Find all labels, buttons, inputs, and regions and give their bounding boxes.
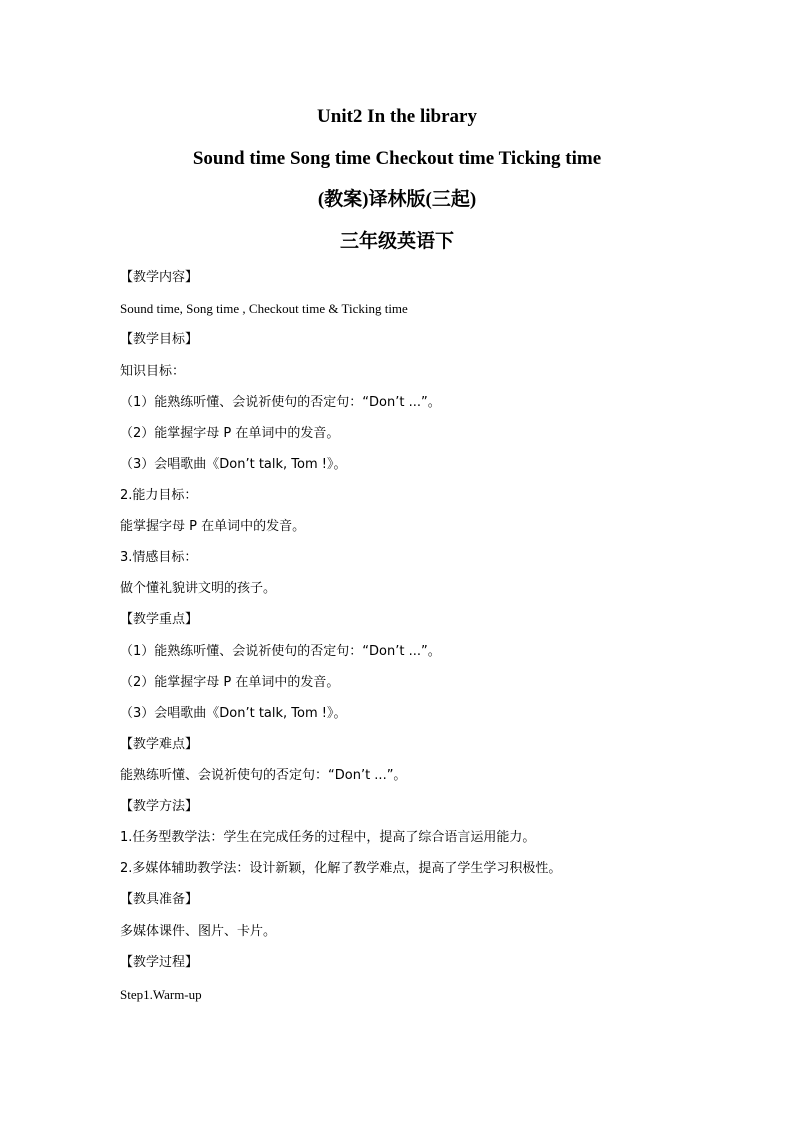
objective-subheading-ability: 2.能力目标： bbox=[120, 488, 198, 503]
section-heading-methods: 【教学方法】 bbox=[120, 799, 199, 814]
process-step: Step1.Warm-up bbox=[120, 987, 202, 1002]
section-heading-content: 【教学内容】 bbox=[120, 270, 199, 285]
section-heading-difficulties: 【教学难点】 bbox=[120, 737, 199, 752]
key-point-item: （2）能掌握字母 P 在单词中的发音。 bbox=[120, 675, 340, 690]
objective-item: （1）能熟练听懂、会说祈使句的否定句：“Don’t ...”。 bbox=[120, 395, 441, 410]
document-title-unit: Unit2 In the library bbox=[317, 106, 477, 127]
objective-item: 能掌握字母 P 在单词中的发音。 bbox=[120, 519, 306, 534]
objective-subheading-emotion: 3.情感目标： bbox=[120, 550, 198, 565]
content-line: Sound time, Song time , Checkout time & Ticking time bbox=[120, 301, 408, 316]
objective-item: （3）会唱歌曲《Don’t talk, Tom !》。 bbox=[120, 457, 347, 472]
method-item: 1.任务型教学法：学生在完成任务的过程中，提高了综合语言运用能力。 bbox=[120, 830, 536, 845]
materials-item: 多媒体课件、图片、卡片。 bbox=[120, 924, 277, 939]
difficulty-item: 能熟练听懂、会说祈使句的否定句：“Don’t ...”。 bbox=[120, 768, 407, 783]
document-title-grade: 三年级英语下 bbox=[339, 231, 454, 252]
document-title-sections: Sound time Song time Checkout time Ticking time bbox=[192, 148, 602, 169]
objective-item: （2）能掌握字母 P 在单词中的发音。 bbox=[120, 426, 340, 441]
key-point-item: （1）能熟练听懂、会说祈使句的否定句：“Don’t ...”。 bbox=[120, 644, 441, 659]
key-point-item: （3）会唱歌曲《Don’t talk, Tom !》。 bbox=[120, 706, 347, 721]
section-heading-key-points: 【教学重点】 bbox=[120, 612, 199, 627]
section-heading-materials: 【教具准备】 bbox=[120, 892, 199, 907]
method-item: 2.多媒体辅助教学法：设计新颖，化解了教学难点，提高了学生学习积极性。 bbox=[120, 861, 562, 876]
section-heading-process: 【教学过程】 bbox=[120, 955, 199, 970]
section-heading-objectives: 【教学目标】 bbox=[120, 332, 199, 347]
objective-item: 做个懂礼貌讲文明的孩子。 bbox=[120, 581, 277, 596]
objective-subheading-knowledge: 知识目标： bbox=[120, 364, 186, 379]
document-title-edition: (教案)译林版(三起) bbox=[317, 189, 477, 210]
